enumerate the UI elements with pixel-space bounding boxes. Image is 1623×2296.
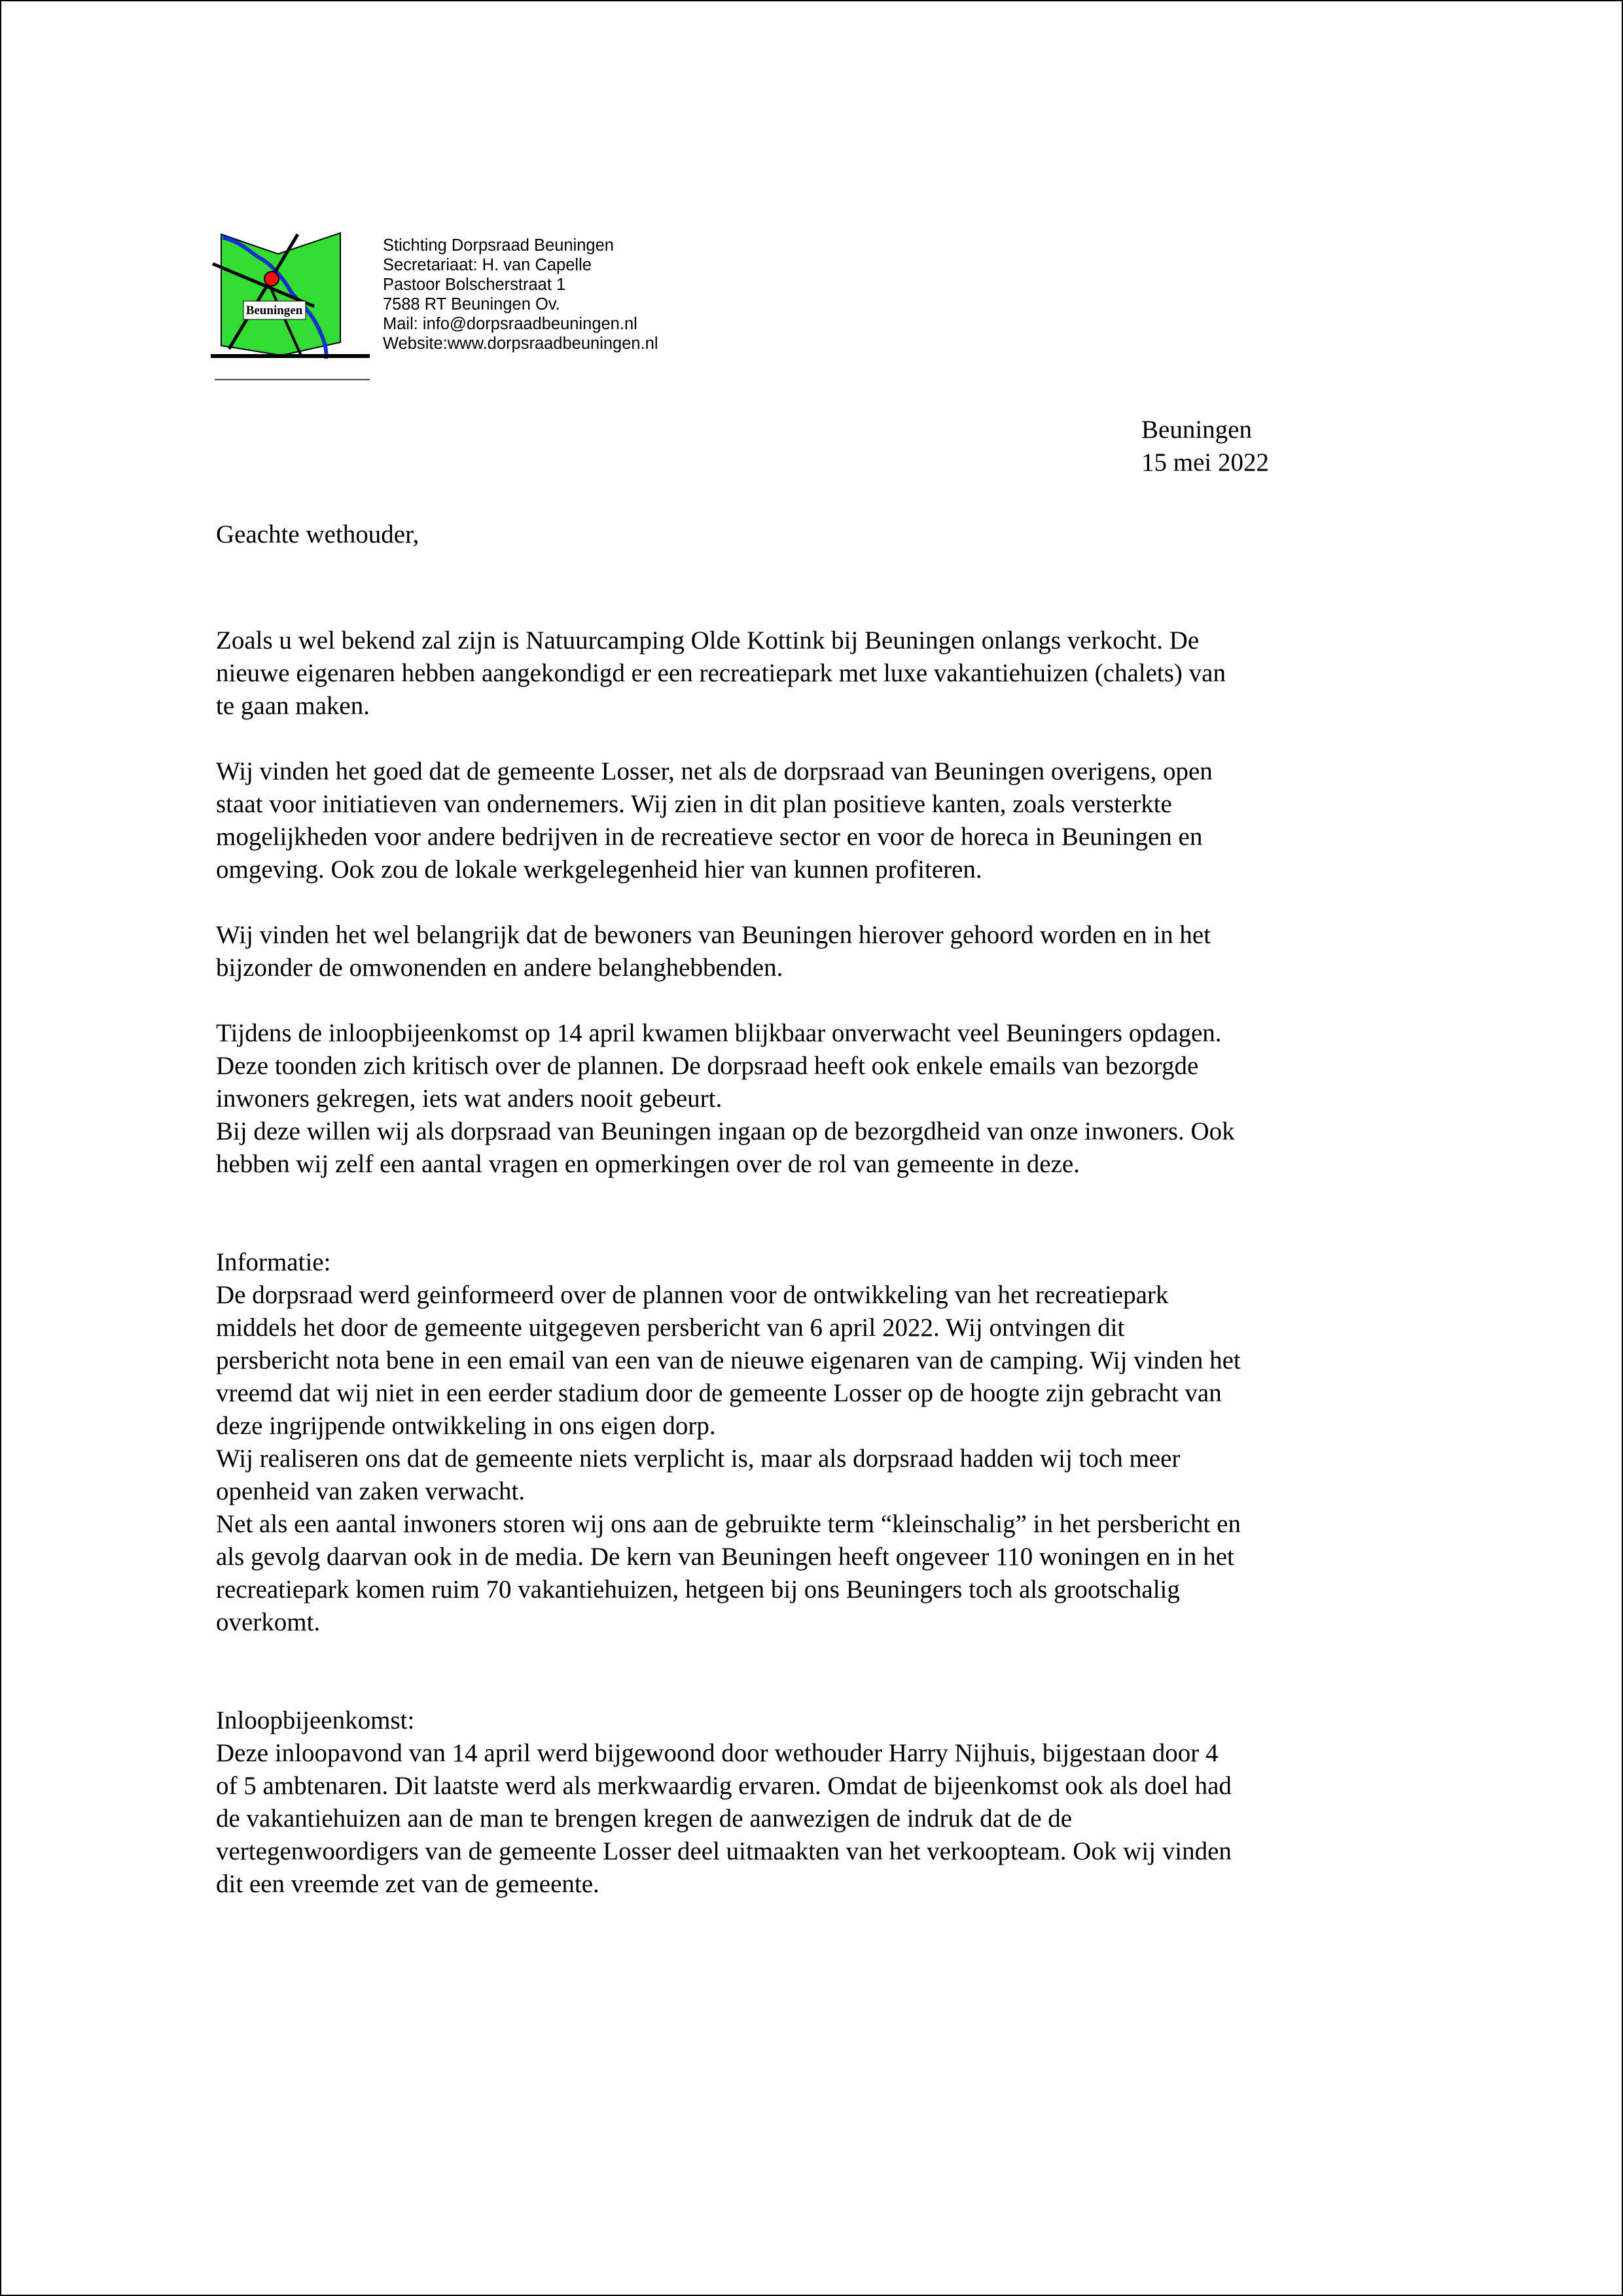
org-website: Website:www.dorpsraadbeuningen.nl xyxy=(383,334,658,353)
org-mail: Mail: info@dorpsraadbeuningen.nl xyxy=(383,315,637,333)
logo-label: Beuningen xyxy=(245,304,303,317)
paragraph xyxy=(216,755,1414,886)
salutation: Geachte wethouder, xyxy=(216,520,419,548)
text-line: dit een vreemde zet van de gemeente. xyxy=(216,1870,599,1898)
place-date xyxy=(1141,414,1269,479)
paragraph xyxy=(216,624,1414,723)
letterhead-address xyxy=(383,236,658,353)
org-name: Stichting Dorpsraad Beuningen xyxy=(383,236,614,255)
text-line: hebben wij zelf een aantal vragen en opmerkingen over de rol van gemeente in deze. xyxy=(216,1150,1080,1178)
text-line: vreemd dat wij niet in een eerder stadium door de gemeente Losser op de hoogte zijn gebracht van xyxy=(216,1379,1222,1407)
text-line: nieuwe eigenaren hebben aangekondigd er een recreatiepark met luxe vakantiehuizen (chalets) van xyxy=(216,659,1226,687)
text-line: overkomt. xyxy=(216,1608,321,1636)
text-line: Wij vinden het goed dat de gemeente Losser, net als de dorpsraad van Beuningen overigens, open xyxy=(216,757,1213,785)
text-line: bijzonder de omwonenden en andere belanghebbenden. xyxy=(216,954,783,982)
text-line: of 5 ambtenaren. Dit laatste werd als merkwaardig ervaren. Omdat de bijeenkomst ook als doel had xyxy=(216,1772,1232,1800)
text-line: persbericht nota bene in een email van een van de nieuwe eigenaren van de camping. Wij vinden het xyxy=(216,1346,1241,1374)
section-heading: Informatie: xyxy=(216,1248,331,1276)
section-inloopbijeenkomst xyxy=(216,1704,1414,1901)
text-line: recreatiepark komen ruim 70 vakantiehuizen, hetgeen bij ons Beuningers toch als grootschalig xyxy=(216,1575,1180,1604)
text-line: Bij deze willen wij als dorpsraad van Beuningen ingaan op de bezorgdheid van onze inwoners. Ook xyxy=(216,1117,1235,1145)
text-line: als gevolg daarvan ook in de media. De kern van Beuningen heeft ongeveer 110 woningen en in het xyxy=(216,1543,1234,1571)
text-line: omgeving. Ook zou de lokale werkgelegenheid hier van kunnen profiteren. xyxy=(216,855,982,884)
paragraph xyxy=(216,919,1414,984)
text-line: Wij vinden het wel belangrijk dat de bewoners van Beuningen hierover gehoord worden en in het xyxy=(216,921,1211,949)
text-line: De dorpsraad werd geinformeerd over de plannen voor de ontwikkeling van het recreatiepark xyxy=(216,1281,1169,1309)
org-street: Pastoor Bolscherstraat 1 xyxy=(383,276,566,294)
text-line: mogelijkheden voor andere bedrijven in de recreatieve sector en voor de horeca in Beuningen en xyxy=(216,823,1203,851)
text-line: staat voor initiatieven van ondernemers. Wij zien in dit plan positieve kanten, zoals versterkte xyxy=(216,790,1172,818)
text-line: Net als een aantal inwoners storen wij ons aan de gebruikte term “kleinschalig” in het persbericht en xyxy=(216,1510,1241,1538)
text-line: vertegenwoordigers van de gemeente Losser deel uitmaakten van het verkoopteam. Ook wij vinden xyxy=(216,1837,1232,1865)
text-line: de vakantiehuizen aan de man te brengen kregen de aanwezigen de indruk dat de de xyxy=(216,1804,1073,1833)
dorpsraad-logo xyxy=(209,228,373,385)
text-line: Zoals u wel bekend zal zijn is Natuurcamping Olde Kottink bij Beuningen onlangs verkocht. De xyxy=(216,626,1200,655)
text-line: te gaan maken. xyxy=(216,692,370,720)
text-line: middels het door de gemeente uitgegeven persbericht van 6 april 2022. Wij ontvingen dit xyxy=(216,1314,1125,1342)
text-line: openheid van zaken verwacht. xyxy=(216,1477,526,1505)
text-line: Deze toonden zich kritisch over de plannen. De dorpsraad heeft ook enkele emails van bezorgde xyxy=(216,1052,1199,1080)
section-informatie xyxy=(216,1246,1414,1639)
text-line: deze ingrijpende ontwikkeling in ons eigen dorp. xyxy=(216,1412,716,1440)
place: Beuningen xyxy=(1141,416,1252,444)
org-postcode: 7588 RT Beuningen Ov. xyxy=(383,295,560,314)
text-line: inwoners gekregen, iets wat anders nooit gebeurt. xyxy=(216,1085,722,1113)
letter-body xyxy=(216,624,1414,1901)
paragraph xyxy=(216,1017,1414,1181)
org-secretariat: Secretariaat: H. van Capelle xyxy=(383,256,592,274)
section-heading: Inloopbijeenkomst: xyxy=(216,1706,415,1734)
text-line: Tijdens de inloopbijeenkomst op 14 april kwamen blijkbaar onverwacht veel Beuningers opdagen. xyxy=(216,1019,1222,1047)
text-line: Wij realiseren ons dat de gemeente niets verplicht is, maar als dorpsraad hadden wij toch meer xyxy=(216,1444,1181,1473)
text-line: Deze inloopavond van 14 april werd bijgewoond door wethouder Harry Nijhuis, bijgestaan door 4 xyxy=(216,1739,1219,1767)
date: 15 mei 2022 xyxy=(1141,448,1269,476)
